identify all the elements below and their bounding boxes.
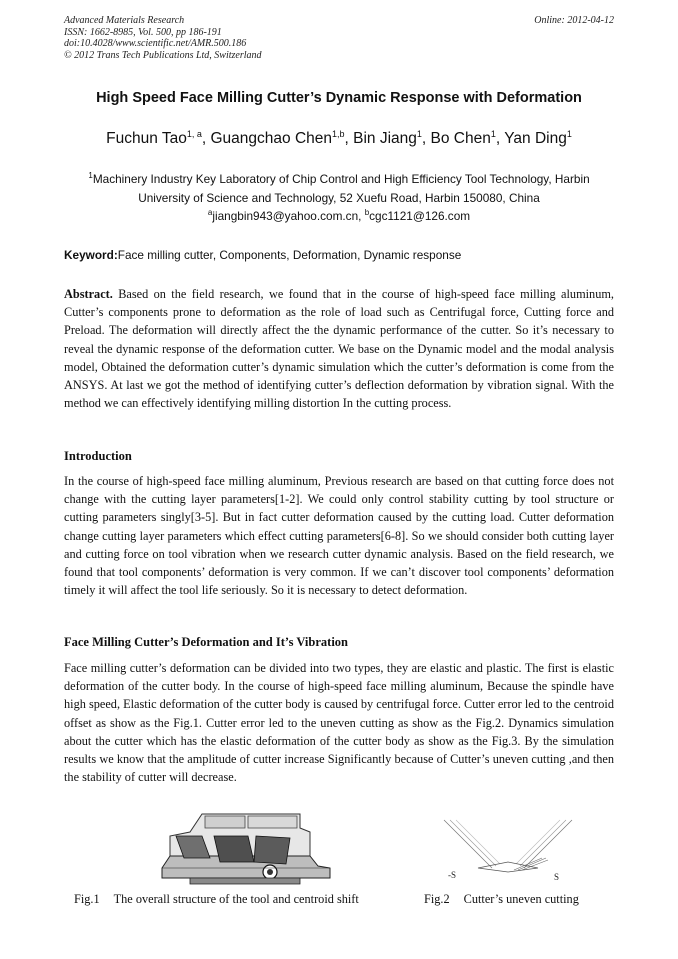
fig2-label-right: S	[554, 872, 560, 882]
author-list: Fuchun Tao$^{1, a}$, Guangchao Chen$^{1,b}$, Bin Jiang$^1$, Bo Chen$^1$, Yan Ding$^1$	[106, 129, 572, 148]
figure-1-caption-text: The overall structure of the tool and centroid shift	[113, 892, 359, 906]
author-sup: 1, a	[186, 129, 202, 139]
email-b: cgc1121@126.com	[369, 208, 471, 223]
figure-1-number: Fig.1	[74, 892, 100, 906]
figure-1-caption	[74, 892, 359, 907]
author-sup: 1	[490, 129, 496, 139]
journal-doi: doi:10.4028/www.scientific.net/AMR.500.186	[64, 38, 247, 49]
online-date: Online: 2012-04-12	[534, 15, 614, 26]
paper-title: High Speed Face Milling Cutter’s Dynamic Response with Deformation	[96, 90, 582, 106]
section2-heading: Face Milling Cutter’s Deformation and It’s Vibration	[64, 635, 348, 649]
affiliation	[64, 166, 614, 208]
journal-name: Advanced Materials Research	[64, 15, 185, 26]
affiliation-sup: 1	[88, 171, 93, 180]
email-a: jiangbin943@yahoo.com.cn,	[212, 208, 362, 223]
keywords-text: Face milling cutter, Components, Deformation, Dynamic response	[117, 248, 462, 262]
abstract-text: Based on the field research, we found that in the course of high-speed face milling aluminum, Cutter’s components prone to deformation as the role of load such as Centrifugal force, Cutting force and Preload. The deformation will directly affect the the dynamic performance of the cutter. So it’s necessary to reveal the dynamic response of the deformation cutter. We base on the Dynamic model and the modal analysis model, Obtained the deformation cutter’s dynamic simulation which the cutter’s deformation is come from the ANSYS. At last we got the method of identifying cutter’s deflection deformation by vibration signal. With the method we can effectively identifying milling distortion In the cutting process.	[64, 287, 614, 411]
journal-copyright: © 2012 Trans Tech Publications Ltd, Switzerland	[64, 49, 262, 61]
keywords-label: Keyword:	[64, 248, 118, 262]
figure-2-caption	[424, 892, 579, 907]
figure-2-uneven-cutting-diagram	[438, 818, 578, 884]
affiliation-line-1: Machinery Industry Key Laboratory of Chip Control and High Efficiency Tool Technology, Harbin	[92, 171, 590, 186]
author-sup: 1,b	[332, 129, 345, 139]
introduction-text: In the course of high-speed face milling aluminum, Previous research are based on that cutting force does not change with the cutting layer parameters[1-2]. We could only control stability cutting by tool structure or cutting parameters singly[3-5]. But in fact cutter deformation caused by the cutting load. Cutter deformation change cutting layer parameters which effect cutting parameters[6-8]. So we should consider both cutting layer and cutting force on tool vibration when we research cutter dynamic analysis. Based on the field research, we found that tool components’ deformation is very common. If we can’t discover tool components’ deformation timely it will affect the tool life seriously. So it is necessary to detect deformation.	[64, 474, 614, 598]
email-sup-a: a	[207, 208, 213, 217]
author-name: Bo Chen	[430, 130, 491, 148]
introduction-heading: Introduction	[64, 449, 132, 463]
email-sup-b: b	[364, 208, 370, 217]
figure-1-cutter-image	[150, 806, 340, 890]
figure-2-caption-text: Cutter’s uneven cutting	[463, 892, 579, 906]
fig2-label-left: -S	[448, 870, 457, 880]
author-sup: 1	[416, 129, 422, 139]
keywords	[64, 248, 614, 262]
journal-header	[64, 15, 262, 61]
abstract	[64, 285, 614, 412]
author-name: Guangchao Chen	[210, 130, 332, 148]
figure-2-number: Fig.2	[424, 892, 450, 906]
author-name: Bin Jiang	[353, 130, 417, 148]
email-line	[64, 208, 614, 223]
author-sup: 1	[566, 129, 572, 139]
author-name: Yan Ding	[504, 130, 567, 148]
author-name: Fuchun Tao	[106, 130, 187, 148]
affiliation-line-2: University of Science and Technology, 52 Xuefu Road, Harbin 150080, China	[138, 190, 540, 205]
section2-text: Face milling cutter’s deformation can be divided into two types, they are elastic and plastic. The first is elastic deformation of the cutter body. In the course of high-speed face milling aluminum, Because the spindle have high speed, Elastic deformation of the cutter body is caused by centrifugal force. Cutter error led to the centroid offset as show as the Fig.1. Cutter error led to the uneven cutting as show as the Fig.2. Dynamics simulation about the cutter which has the elastic deformation of the cutter body as show as the Fig.3. By the simulation results we know that the amplitude of cutter increase Significantly because of Cutter’s uneven cutting ,and then the stability of cutter will decrease.	[64, 661, 614, 785]
journal-issn: ISSN: 1662-8985, Vol. 500, pp 186-191	[64, 26, 222, 38]
abstract-label: Abstract.	[64, 287, 113, 301]
